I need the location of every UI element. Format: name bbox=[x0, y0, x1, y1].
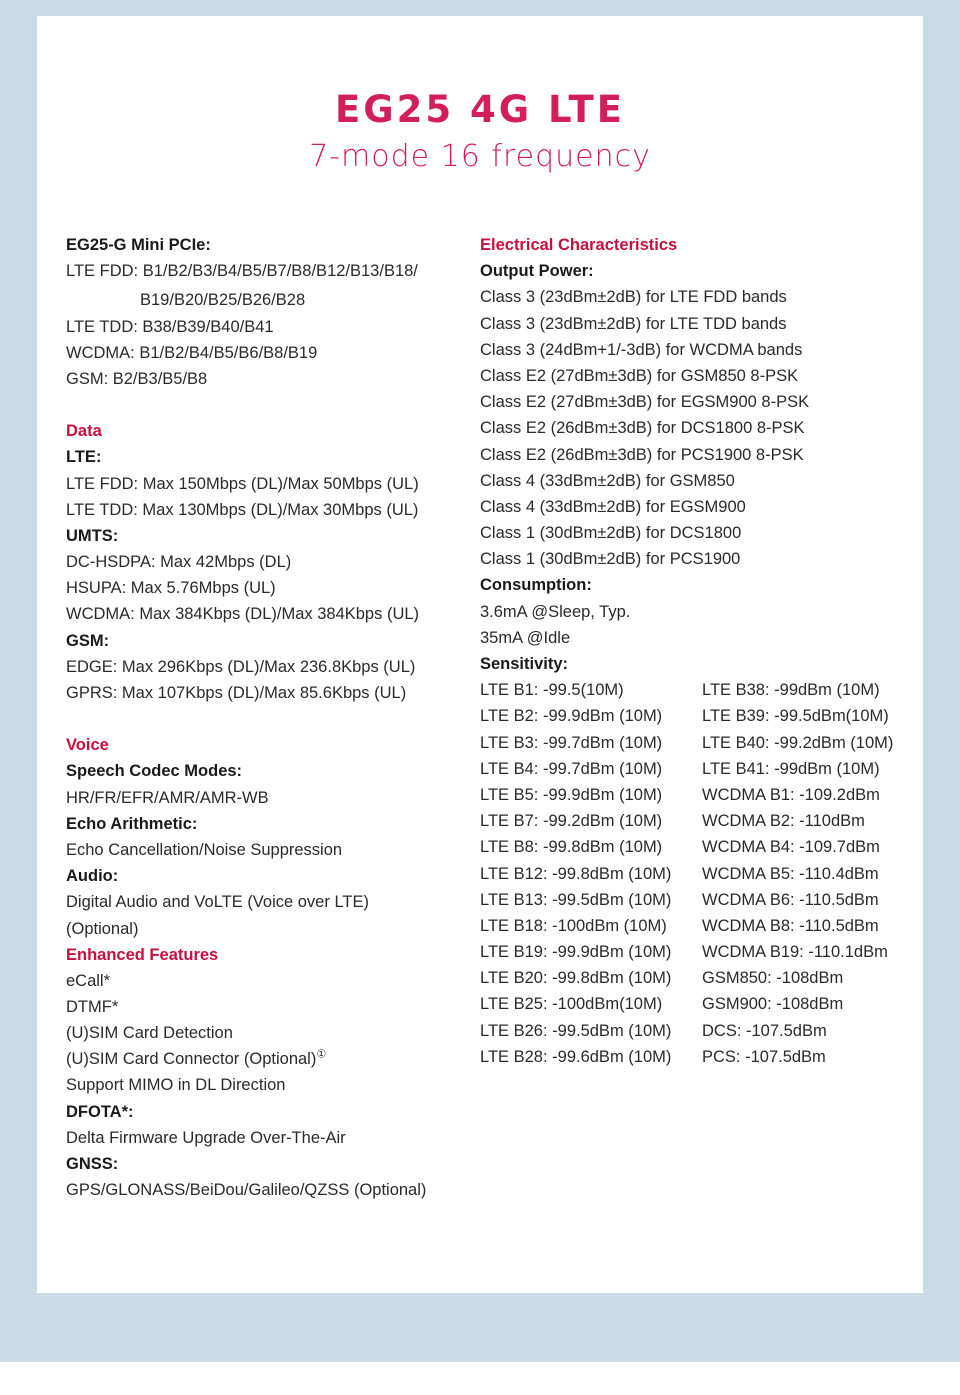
sensitivity-value: GSM900: -108dBm bbox=[702, 995, 844, 1014]
right-column bbox=[480, 232, 910, 1070]
sensitivity-row bbox=[480, 677, 910, 703]
data-lte-fdd: LTE FDD: Max 150Mbps (DL)/Max 50Mbps (UL) bbox=[66, 474, 419, 493]
sensitivity-value: LTE B20: -99.8dBm (10M) bbox=[480, 969, 672, 988]
sensitivity-row bbox=[480, 861, 910, 887]
usim-connector-text: (U)SIM Card Connector (Optional) bbox=[66, 1050, 317, 1069]
consumption-sleep: 3.6mA @Sleep, Typ. bbox=[480, 602, 631, 621]
sensitivity-row bbox=[480, 887, 910, 913]
output-power-list bbox=[480, 284, 910, 572]
sensitivity-value: LTE B26: -99.5dBm (10M) bbox=[480, 1021, 672, 1040]
sensitivity-value: DCS: -107.5dBm bbox=[702, 1021, 827, 1040]
sensitivity-value: WCDMA B6: -110.5dBm bbox=[702, 890, 879, 909]
sensitivity-value: LTE B41: -99dBm (10M) bbox=[702, 759, 880, 778]
sensitivity-value: LTE B4: -99.7dBm (10M) bbox=[480, 759, 663, 778]
sensitivity-value: LTE B38: -99dBm (10M) bbox=[702, 681, 880, 700]
sensitivity-row bbox=[480, 782, 910, 808]
data-wcdma: WCDMA: Max 384Kbps (DL)/Max 384Kbps (UL) bbox=[66, 605, 420, 624]
left-column bbox=[66, 232, 486, 1203]
sensitivity-value: LTE B8: -99.8dBm (10M) bbox=[480, 838, 663, 857]
sensitivity-value: LTE B28: -99.6dBm (10M) bbox=[480, 1047, 672, 1066]
enhanced-usim-connector bbox=[66, 1046, 486, 1072]
enhanced-dtmf: DTMF* bbox=[66, 997, 119, 1016]
page-title: EG25 4G LTE bbox=[335, 88, 625, 131]
sensitivity-value: WCDMA B8: -110.5dBm bbox=[702, 916, 879, 935]
bands-wcdma: WCDMA: B1/B2/B4/B5/B6/B8/B19 bbox=[66, 343, 318, 362]
voice-codec-label: Speech Codec Modes: bbox=[66, 762, 243, 781]
data-lte-tdd: LTE TDD: Max 130Mbps (DL)/Max 30Mbps (UL) bbox=[66, 500, 419, 519]
consumption-label: Consumption: bbox=[480, 576, 592, 595]
enhanced-usim-detect: (U)SIM Card Detection bbox=[66, 1024, 233, 1043]
bands-heading: EG25-G Mini PCIe: bbox=[66, 236, 211, 254]
enhanced-gnss-label: GNSS: bbox=[66, 1155, 119, 1173]
sensitivity-value: GSM850: -108dBm bbox=[702, 969, 844, 988]
output-power-item: Class 1 (30dBm±2dB) for DCS1800 bbox=[480, 524, 742, 543]
enhanced-mimo: Support MIMO in DL Direction bbox=[66, 1076, 286, 1095]
enhanced-dfota-label: DFOTA*: bbox=[66, 1102, 134, 1121]
output-power-item: Class 3 (23dBm±2dB) for LTE TDD bands bbox=[480, 314, 787, 333]
sensitivity-value: LTE B19: -99.9dBm (10M) bbox=[480, 943, 672, 962]
sensitivity-row bbox=[480, 1018, 910, 1044]
sensitivity-value: LTE B5: -99.9dBm (10M) bbox=[480, 785, 663, 804]
page-subtitle: 7-mode 16 frequency bbox=[309, 139, 651, 174]
electrical-heading: Electrical Characteristics bbox=[480, 236, 678, 254]
output-power-item: Class 3 (24dBm+1/-3dB) for WCDMA bands bbox=[480, 340, 803, 359]
output-power-item: Class E2 (27dBm±3dB) for EGSM900 8-PSK bbox=[480, 393, 810, 412]
output-power-item: Class E2 (26dBm±3dB) for DCS1800 8-PSK bbox=[480, 419, 805, 438]
sensitivity-value: LTE B3: -99.7dBm (10M) bbox=[480, 733, 663, 752]
sensitivity-value: LTE B2: -99.9dBm (10M) bbox=[480, 707, 663, 726]
output-power-item: Class 4 (33dBm±2dB) for EGSM900 bbox=[480, 497, 746, 516]
data-hsupa: HSUPA: Max 5.76Mbps (UL) bbox=[66, 579, 276, 598]
voice-audio-label: Audio: bbox=[66, 867, 119, 886]
enhanced-heading: Enhanced Features bbox=[66, 945, 219, 964]
data-gsm-label: GSM: bbox=[66, 631, 110, 650]
sensitivity-value: LTE B1: -99.5(10M) bbox=[480, 681, 624, 700]
data-edge: EDGE: Max 296Kbps (DL)/Max 236.8Kbps (UL) bbox=[66, 657, 416, 676]
voice-echo: Echo Cancellation/Noise Suppression bbox=[66, 840, 343, 859]
sensitivity-row bbox=[480, 703, 910, 729]
bands-gsm: GSM: B2/B3/B5/B8 bbox=[66, 369, 208, 388]
consumption-idle: 35mA @Idle bbox=[480, 628, 571, 647]
sensitivity-table bbox=[480, 677, 910, 1070]
spec-card bbox=[37, 16, 923, 1293]
voice-codec: HR/FR/EFR/AMR/AMR-WB bbox=[66, 788, 269, 807]
sensitivity-value: WCDMA B5: -110.4dBm bbox=[702, 864, 879, 883]
sensitivity-value: PCS: -107.5dBm bbox=[702, 1047, 826, 1066]
sensitivity-value: LTE B13: -99.5dBm (10M) bbox=[480, 890, 672, 909]
sensitivity-value: WCDMA B1: -109.2dBm bbox=[702, 785, 880, 804]
data-heading: Data bbox=[66, 422, 102, 441]
data-umts-label: UMTS: bbox=[66, 526, 119, 545]
output-power-item: Class 3 (23dBm±2dB) for LTE FDD bands bbox=[480, 288, 787, 307]
sensitivity-value: WCDMA B19: -110.1dBm bbox=[702, 943, 888, 962]
bands-lte-fdd-cont: B19/B20/B25/B26/B28 bbox=[140, 291, 306, 310]
bottom-strip bbox=[0, 1362, 960, 1395]
footnote-marker: ① bbox=[316, 1048, 327, 1061]
sensitivity-row bbox=[480, 730, 910, 756]
bands-lte-fdd: LTE FDD: B1/B2/B3/B4/B5/B7/B8/B12/B13/B18/ bbox=[66, 262, 418, 281]
enhanced-ecall: eCall* bbox=[66, 971, 111, 990]
voice-audio: Digital Audio and VoLTE (Voice over LTE) (Optional) bbox=[66, 893, 369, 938]
voice-echo-label: Echo Arithmetic: bbox=[66, 814, 198, 833]
output-power-item: Class 4 (33dBm±2dB) for GSM850 bbox=[480, 471, 735, 490]
sensitivity-row bbox=[480, 991, 910, 1017]
data-lte-label: LTE: bbox=[66, 448, 102, 467]
sensitivity-value: WCDMA B2: -110dBm bbox=[702, 812, 865, 831]
output-power-item: Class 1 (30dBm±2dB) for PCS1900 bbox=[480, 550, 741, 569]
sensitivity-row bbox=[480, 756, 910, 782]
enhanced-dfota: Delta Firmware Upgrade Over-The-Air bbox=[66, 1128, 346, 1147]
bands-lte-tdd: LTE TDD: B38/B39/B40/B41 bbox=[66, 317, 274, 336]
output-power-item: Class E2 (26dBm±3dB) for PCS1900 8-PSK bbox=[480, 445, 804, 464]
sensitivity-row bbox=[480, 834, 910, 860]
sensitivity-value: LTE B39: -99.5dBm(10M) bbox=[702, 707, 889, 726]
sensitivity-row bbox=[480, 808, 910, 834]
sensitivity-value: LTE B40: -99.2dBm (10M) bbox=[702, 733, 894, 752]
voice-heading: Voice bbox=[66, 736, 109, 755]
sensitivity-row bbox=[480, 913, 910, 939]
sensitivity-row bbox=[480, 939, 910, 965]
sensitivity-value: LTE B12: -99.8dBm (10M) bbox=[480, 864, 672, 883]
sensitivity-row bbox=[480, 965, 910, 991]
sensitivity-label: Sensitivity: bbox=[480, 655, 569, 673]
enhanced-gnss: GPS/GLONASS/BeiDou/Galileo/QZSS (Optional) bbox=[66, 1181, 427, 1200]
sensitivity-row bbox=[480, 1044, 910, 1070]
sensitivity-value: WCDMA B4: -109.7dBm bbox=[702, 838, 880, 857]
output-power-label: Output Power: bbox=[480, 262, 594, 281]
data-gprs: GPRS: Max 107Kbps (DL)/Max 85.6Kbps (UL) bbox=[66, 684, 407, 702]
output-power-item: Class E2 (27dBm±3dB) for GSM850 8-PSK bbox=[480, 366, 799, 385]
sensitivity-value: LTE B25: -100dBm(10M) bbox=[480, 995, 663, 1014]
sensitivity-value: LTE B7: -99.2dBm (10M) bbox=[480, 812, 663, 831]
sensitivity-value: LTE B18: -100dBm (10M) bbox=[480, 916, 667, 935]
data-dc-hsdpa: DC-HSDPA: Max 42Mbps (DL) bbox=[66, 553, 292, 572]
